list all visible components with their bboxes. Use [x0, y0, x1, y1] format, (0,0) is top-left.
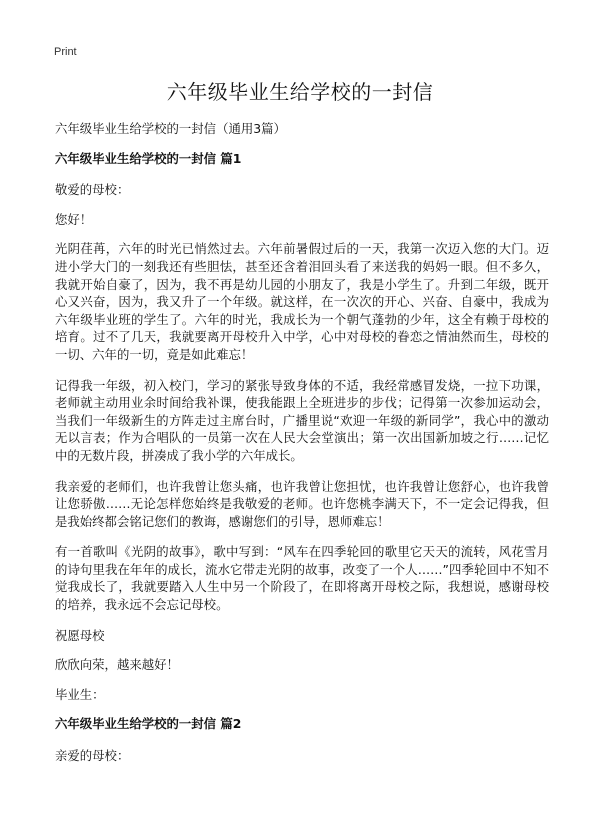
page-title: 六年级毕业生给学校的一封信	[166, 80, 434, 104]
article-1-salutation: 敬爱的母校：	[55, 182, 130, 198]
article-2-salutation: 亲爱的母校：	[55, 748, 130, 764]
subtitle: 六年级毕业生给学校的一封信（通用3篇）	[55, 121, 286, 136]
article-1-paragraph: 记得我一年级，初入校门，学习的紧张导致身体的不适，我经常感冒发烧，一拉下功课，老师就主动用业余时间给我补课，使我能跟上全班进步的步伐；记得第一次参加运动会，当我们一年级新生的方阵走过主席台时，广播里说“欢迎一年级的新同学”，我心中的激动无以言表；作为合唱队的一员第一次在人民大会堂演出；第一次出国新加坡之行……记忆中的无数片段，拼凑成了我小学的六年成长。	[55, 377, 549, 463]
article-1-paragraph: 我亲爱的老师们，也许我曾让您头痛，也许我曾让您担忧，也许我曾让您舒心，也许我曾让您骄傲……无论怎样您始终是我敬爱的老师。也许您桃李满天下，不一定会记得我，但是我始终都会铭记您们的教诲，感谢您们的引导，恩师难忘！	[55, 478, 549, 529]
article-1-paragraph: 光阴荏苒，六年的时光已悄然过去。六年前暑假过后的一天，我第一次迈入您的大门。迈进小学大门的一刻我还有些胆怯，甚至还含着泪回头看了来送我的妈妈一眼。但不多久，我就开始自豪了，因为，我不再是幼儿园的小朋友了，我是小学生了。升到二年级，既开心又兴奋，因为，我又升了一个年级。就这样，在一次次的开心、兴奋、自豪中，我成为六年级毕业班的学生了。六年的时光，我成长为一个朝气蓬勃的少年，这全有赖于母校的培育。过不了几天，我就要离开母校升入中学，心中对母校的眷恋之情油然而生，母校的一切、六年的一切，竟是如此难忘！	[55, 241, 549, 362]
article-1-closing-1: 祝愿母校	[55, 627, 105, 643]
article-1-heading: 六年级毕业生给学校的一封信 篇1	[55, 150, 242, 166]
print-link[interactable]: Print	[54, 46, 77, 58]
document-body	[55, 120, 549, 777]
article-1-closing-2: 欣欣向荣，越来越好！	[55, 657, 179, 673]
article-1-greeting: 您好！	[55, 211, 93, 227]
article-1-paragraph: 有一首歌叫《光阴的故事》，歌中写到：“风车在四季轮回的歌里它天天的流转，风花雪月的诗句里我在年年的成长，流水它带走光阴的故事，改变了一个人……”四季轮回中不知不觉我成长了，我就要踏入人生中另一个阶段了，在即将离开母校之际，我想说，感谢母校的培养，我永远不会忘记母校。	[55, 544, 549, 613]
article-1-signature: 毕业生：	[55, 686, 105, 702]
article-2-heading: 六年级毕业生给学校的一封信 篇2	[55, 716, 242, 732]
